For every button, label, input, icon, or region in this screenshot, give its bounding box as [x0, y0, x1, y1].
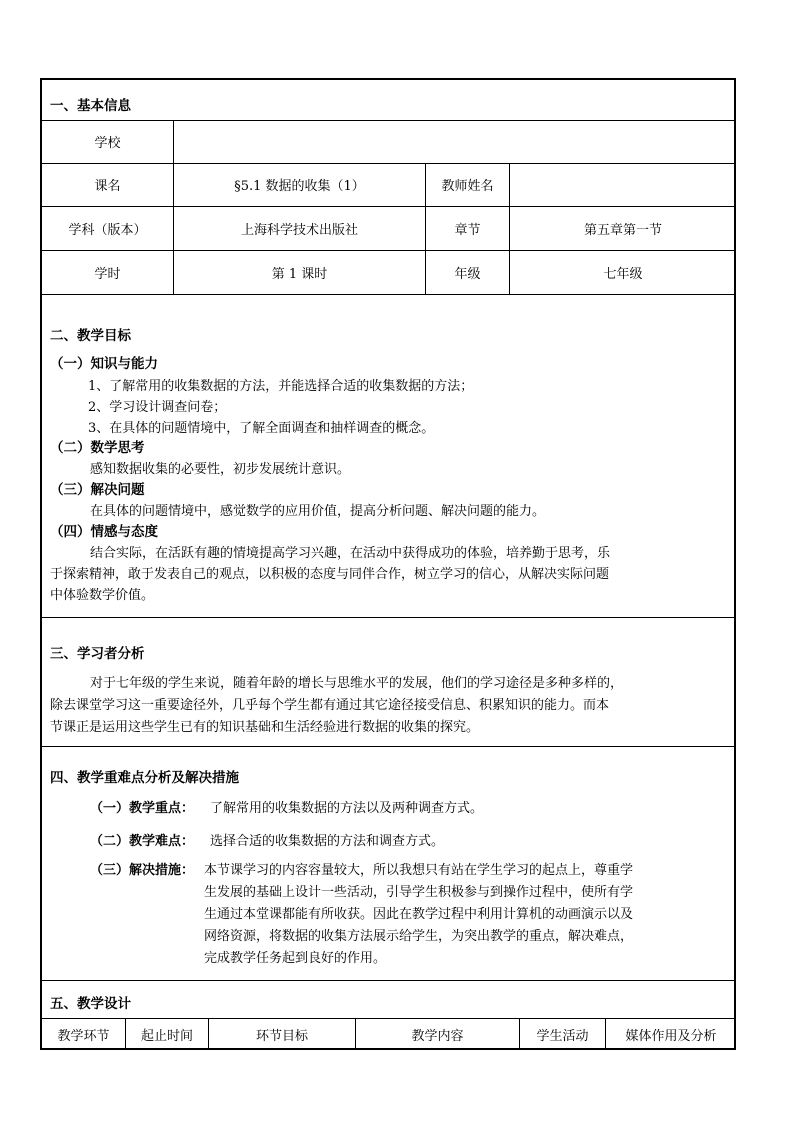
column-header: 教学环节: [57, 1028, 110, 1044]
value-period: 第 1 课时: [271, 266, 328, 282]
value-teacher-name: [510, 163, 736, 206]
divider: [42, 294, 734, 295]
solution-line: 本节课学习的内容容量较大，所以我想只有站在学生学习的起点上，尊重学: [204, 863, 634, 878]
section1-heading: 一、基本信息: [50, 98, 131, 114]
solution-label: （三）解决措施：: [90, 863, 195, 878]
emotion-line: 于探索精神，敢于发表自己的观点，以积极的态度与同伴合作，树立学习的信心，从解决实际问题: [50, 567, 610, 582]
knowledge-item: 3、在具体的问题情境中，了解全面调查和抽样调查的概念。: [88, 421, 435, 436]
value-school: [174, 120, 736, 163]
column-header: 媒体作用及分析: [625, 1028, 717, 1044]
label-teacher-name: 教师姓名: [441, 179, 494, 194]
column-header: 学生活动: [536, 1028, 589, 1044]
value-lesson-name: §5.1 数据的收集（1）: [234, 179, 365, 194]
section3-heading: 三、学习者分析: [50, 646, 145, 662]
problem-text: 在具体的问题情境中，感觉数学的应用价值，提高分析问题、解决问题的能力。: [90, 504, 546, 519]
value-subject: 上海科学技术出版社: [240, 222, 358, 238]
divider: [42, 980, 734, 981]
value-grade: 七年级: [603, 266, 643, 282]
solution-line: 生发展的基础上设计一些活动，引导学生积极参与到操作过程中，使所有学: [204, 885, 634, 900]
column-header: 起止时间: [140, 1028, 193, 1044]
divider: [42, 617, 734, 618]
section2-heading: 二、教学目标: [50, 328, 131, 344]
emotion-line: 结合实际，在活跃有趣的情境提高学习兴趣，在活动中获得成功的体验，培养勤于思考，乐: [90, 546, 611, 561]
key-point-text: 了解常用的收集数据的方法以及两种调查方式。: [210, 801, 484, 816]
label-grade: 年级: [454, 266, 481, 282]
section5-heading: 五、教学设计: [50, 996, 131, 1012]
learner-line: 节课正是运用这些学生已有的知识基础和生活经验进行数据的收集的探究。: [50, 720, 480, 735]
column-header: 环节目标: [255, 1028, 308, 1044]
knowledge-title: （一）知识与能力: [50, 356, 158, 372]
column-header: 教学内容: [411, 1028, 464, 1044]
section4-heading: 四、教学重难点分析及解决措施: [50, 770, 239, 786]
solution-line: 生通过本堂课都能有所收获。因此在教学过程中利用计算机的动画演示以及: [204, 907, 634, 922]
label-chapter: 章节: [454, 222, 481, 238]
learner-line: 除去课堂学习这一重要途径外，几乎每个学生都有通过其它途径接受信息、积累知识的能力。而本: [50, 698, 610, 713]
solution-line: 完成教学任务起到良好的作用。: [204, 951, 387, 966]
knowledge-item: 2、学习设计调查问卷；: [88, 400, 227, 415]
learner-line: 对于七年级的学生来说，随着年龄的增长与思维水平的发展，他们的学习途径是多种多样的，: [90, 676, 624, 691]
label-lesson-name: 课名: [94, 179, 121, 194]
thinking-title: （二）数学思考: [50, 440, 145, 456]
solution-line: 网络资源，将数据的收集方法展示给学生，为突出教学的重点，解决难点，: [204, 929, 634, 944]
value-chapter: 第五章第一节: [583, 222, 662, 238]
emotion-title: （四）情感与态度: [50, 524, 158, 540]
label-subject: 学科（版本）: [68, 222, 147, 238]
key-point-label: （一）教学重点：: [90, 801, 195, 816]
label-period: 学时: [94, 266, 121, 282]
emotion-line: 中体验数学价值。: [50, 588, 155, 603]
thinking-text: 感知数据收集的必要性，初步发展统计意识。: [90, 462, 351, 477]
knowledge-item: 1、了解常用的收集数据的方法，并能选择合适的收集数据的方法；: [88, 379, 474, 394]
divider: [42, 746, 734, 747]
difficult-point-text: 选择合适的收集数据的方法和调查方式。: [210, 834, 445, 849]
difficult-point-label: （二）教学难点：: [90, 834, 195, 849]
label-school: 学校: [94, 136, 121, 151]
lesson-plan-table: [40, 78, 736, 1050]
problem-title: （三）解决问题: [50, 482, 145, 498]
